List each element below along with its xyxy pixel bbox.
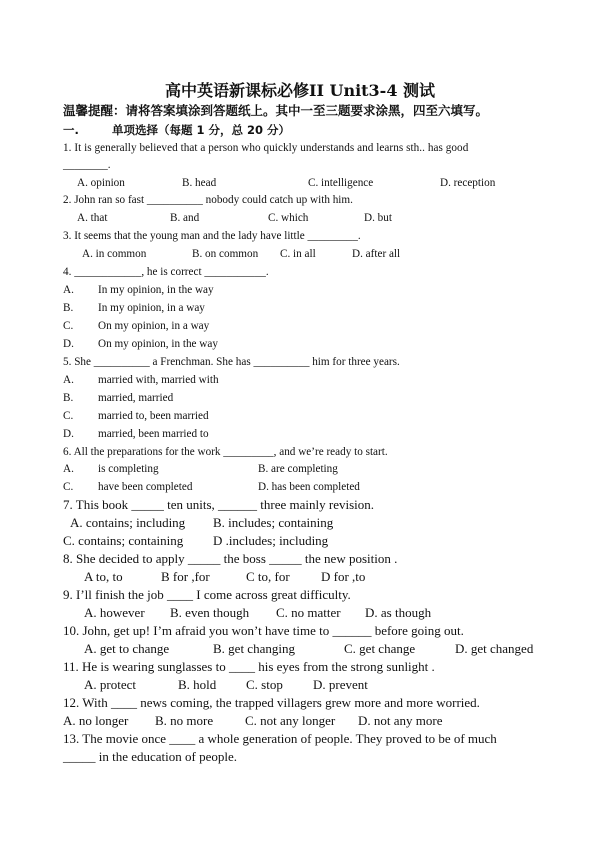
q10-option-c[interactable]: C. get change bbox=[344, 641, 416, 656]
section-heading: 单项选择（每题 1 分，总 20 分） bbox=[112, 123, 291, 137]
q9-option-c[interactable]: C. no matter bbox=[276, 605, 341, 620]
question-13-continuation: _____ in the education of people. bbox=[63, 749, 238, 764]
q5-option-a-text: married with, married with bbox=[98, 374, 219, 386]
question-4-stem: 4. ____________, he is correct ___________. bbox=[63, 266, 269, 278]
q10-option-d[interactable]: D. get changed bbox=[455, 641, 534, 656]
q7-option-b[interactable]: B. includes; containing bbox=[213, 515, 334, 530]
question-1-stem: 1. It is generally believed that a person who quickly understands and learns sth.. has good bbox=[63, 142, 469, 154]
q7-option-a[interactable]: A. contains; including bbox=[70, 515, 186, 530]
q5-option-d-letter[interactable]: D. bbox=[63, 428, 74, 440]
q5-option-b-letter[interactable]: B. bbox=[63, 392, 74, 404]
instruction-tip: 温馨提醒：请将答案填涂到答题纸上。其中一至三题要求涂黑，四至六填写。 bbox=[63, 103, 489, 118]
question-10-stem: 10. John, get up! I’m afraid you won’t have time to ______ before going out. bbox=[63, 623, 464, 638]
q2-option-a[interactable]: A. that bbox=[77, 212, 108, 224]
q11-option-c[interactable]: C. stop bbox=[246, 677, 283, 692]
q11-option-d[interactable]: D. prevent bbox=[313, 677, 368, 692]
q9-option-a[interactable]: A. however bbox=[84, 605, 145, 620]
q6-option-d[interactable]: D. has been completed bbox=[258, 481, 360, 493]
q8-option-a[interactable]: A to, to bbox=[84, 569, 123, 584]
q8-option-b[interactable]: B for ,for bbox=[161, 569, 210, 584]
question-13-stem: 13. The movie once ____ a whole generation of people. They proved to be of much bbox=[63, 731, 497, 746]
q6-option-a-text: is completing bbox=[98, 463, 159, 475]
q1-option-a[interactable]: A. opinion bbox=[77, 177, 125, 189]
question-7-stem: 7. This book _____ ten units, ______ three mainly revision. bbox=[63, 497, 375, 512]
section-number: 一. bbox=[63, 123, 79, 137]
q12-option-d[interactable]: D. not any more bbox=[358, 713, 443, 728]
question-11-stem: 11. He is wearing sunglasses to ____ his eyes from the strong sunlight . bbox=[63, 659, 435, 674]
q7-option-d[interactable]: D .includes; including bbox=[213, 533, 329, 548]
q12-option-b[interactable]: B. no more bbox=[155, 713, 214, 728]
q4-option-a-letter[interactable]: A. bbox=[63, 284, 74, 296]
q5-option-d-text: married, been married to bbox=[98, 428, 209, 440]
q5-option-c-text: married to, been married bbox=[98, 410, 209, 422]
q4-option-c-letter[interactable]: C. bbox=[63, 320, 74, 332]
question-12-stem: 12. With ____ news coming, the trapped villagers grew more and more worried. bbox=[63, 695, 480, 710]
q6-option-a-letter[interactable]: A. bbox=[63, 463, 74, 475]
question-1-blank: ________. bbox=[63, 159, 111, 171]
q1-option-c[interactable]: C. intelligence bbox=[308, 177, 374, 189]
q6-option-b[interactable]: B. are completing bbox=[258, 463, 338, 475]
q9-option-d[interactable]: D. as though bbox=[365, 605, 432, 620]
page-title: 高中英语新课标必修II Unit3-4 测试 bbox=[164, 81, 436, 100]
q4-option-a-text: In my opinion, in the way bbox=[98, 284, 214, 296]
q10-option-b[interactable]: B. get changing bbox=[213, 641, 295, 656]
q2-option-c[interactable]: C. which bbox=[268, 212, 309, 224]
q12-option-c[interactable]: C. not any longer bbox=[245, 713, 336, 728]
q5-option-a-letter[interactable]: A. bbox=[63, 374, 74, 386]
q10-option-a[interactable]: A. get to change bbox=[84, 641, 170, 656]
q3-option-a[interactable]: A. in common bbox=[82, 248, 147, 260]
q5-option-c-letter[interactable]: C. bbox=[63, 410, 74, 422]
q3-option-d[interactable]: D. after all bbox=[352, 248, 401, 260]
q2-option-b[interactable]: B. and bbox=[170, 212, 200, 224]
q1-option-d[interactable]: D. reception bbox=[440, 177, 496, 189]
q4-option-d-text: On my opinion, in the way bbox=[98, 338, 218, 350]
q4-option-d-letter[interactable]: D. bbox=[63, 338, 74, 350]
q7-option-c[interactable]: C. contains; containing bbox=[63, 533, 184, 548]
q8-option-d[interactable]: D for ,to bbox=[321, 569, 366, 584]
q4-option-b-letter[interactable]: B. bbox=[63, 302, 74, 314]
q6-option-c-letter[interactable]: C. bbox=[63, 481, 74, 493]
q4-option-b-text: In my opinion, in a way bbox=[98, 302, 205, 314]
question-5-stem: 5. She __________ a Frenchman. She has __________ him for three years. bbox=[63, 356, 400, 368]
q12-option-a[interactable]: A. no longer bbox=[63, 713, 129, 728]
q9-option-b[interactable]: B. even though bbox=[170, 605, 250, 620]
q1-option-b[interactable]: B. head bbox=[182, 177, 217, 189]
q6-option-c-text: have been completed bbox=[98, 481, 193, 493]
question-8-stem: 8. She decided to apply _____ the boss _____ the new position . bbox=[63, 551, 398, 566]
q3-option-c[interactable]: C. in all bbox=[280, 248, 316, 260]
question-9-stem: 9. I’ll finish the job ____ I come across great difficulty. bbox=[63, 587, 351, 602]
q8-option-c[interactable]: C to, for bbox=[246, 569, 290, 584]
question-3-stem: 3. It seems that the young man and the lady have little _________. bbox=[63, 230, 361, 242]
q4-option-c-text: On my opinion, in a way bbox=[98, 320, 210, 332]
q5-option-b-text: married, married bbox=[98, 392, 174, 404]
q2-option-d[interactable]: D. but bbox=[364, 212, 392, 224]
q3-option-b[interactable]: B. on common bbox=[192, 248, 259, 260]
question-6-stem: 6. All the preparations for the work _________, and we’re ready to start. bbox=[63, 446, 388, 458]
q11-option-b[interactable]: B. hold bbox=[178, 677, 217, 692]
question-2-stem: 2. John ran so fast __________ nobody could catch up with him. bbox=[63, 194, 353, 206]
q11-option-a[interactable]: A. protect bbox=[84, 677, 136, 692]
